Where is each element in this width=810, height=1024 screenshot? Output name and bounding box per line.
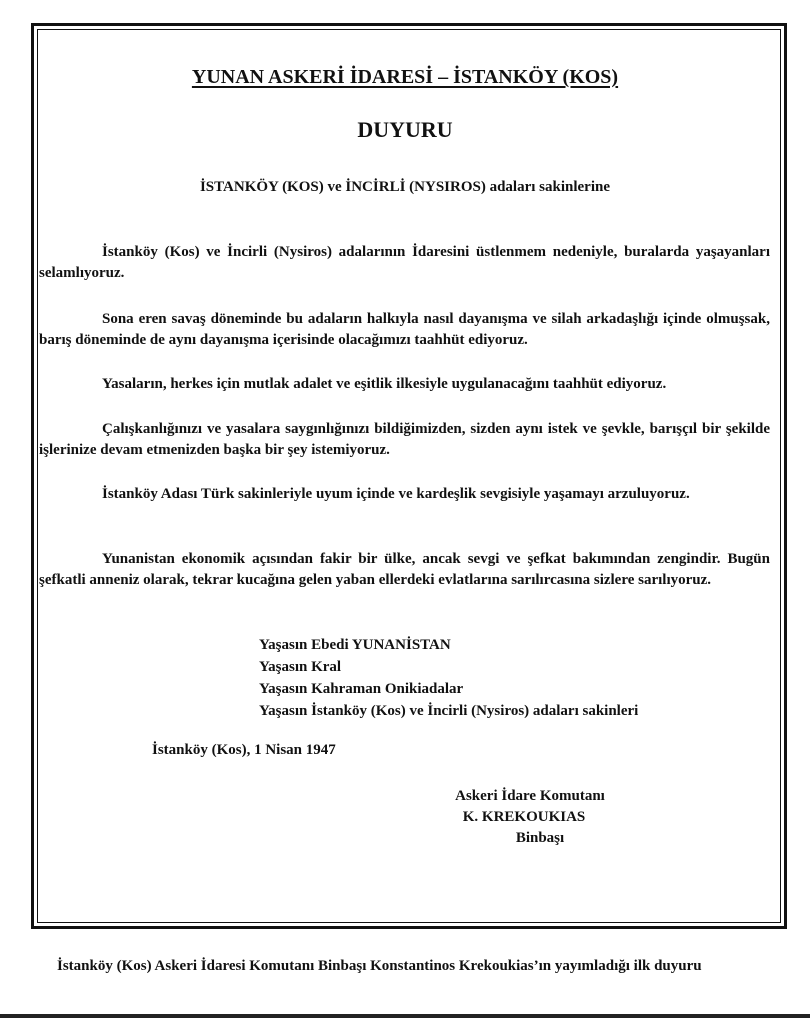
signatory-rank: Binbaşı (515, 830, 565, 846)
slogan-line: Yaşasın Ebedi YUNANİSTAN (259, 637, 451, 653)
paragraph-solidarity: Sona eren savaş döneminde bu adaların halkıyla nasıl dayanışma ve silah arkadaşlığı içinde olmuşsak, barış döneminde de aynı dayanışma içerisinde olacağımızı taahhüt ediyoruz. (39, 311, 770, 348)
addressee-line: İSTANKÖY (KOS) ve İNCİRLİ (NYSIROS) adaları sakinlerine (199, 179, 611, 195)
slogan-list (259, 634, 638, 722)
paragraph-greeting: İstanköy (Kos) ve İncirli (Nysiros) adalarının İdaresini üstlenmem nedeniyle, buralarda yaşayanları selamlıyoruz. (39, 244, 770, 281)
paragraph-justice: Yasaların, herkes için mutlak adalet ve eşitlik ilkesiyle uygulanacağını taahhüt ediyoruz. (102, 376, 667, 392)
signatory-name: K. KREKOUKIAS (462, 809, 586, 825)
signatory-role: Askeri İdare Komutanı (455, 788, 605, 804)
paragraph-harmony: İstanköy Adası Türk sakinleriyle uyum içinde ve kardeşlik sevgisiyle yaşamayı arzuluyoruz. (102, 486, 690, 502)
document-title: YUNAN ASKERİ İDARESİ – İSTANKÖY (KOS) (191, 66, 619, 88)
paragraph-diligence: Çalışkanlığınızı ve yasalara saygınlığınızı bildiğimizden, sizden aynı istek ve şevkle, barışçıl bir şekilde işlerinize devam etmenizden başka bir şey istemiyoruz. (39, 421, 770, 458)
figure-caption: İstanköy (Kos) Askeri İdaresi Komutanı Binbaşı Konstantinos Krekoukias’ın yayımladığı ilk duyuru (57, 958, 702, 974)
slogan-line: Yaşasın Kral (259, 659, 342, 675)
notice-heading: DUYURU (357, 117, 453, 142)
slogan-line: Yaşasın İstanköy (Kos) ve İncirli (Nysiros) adaları sakinleri (259, 703, 639, 719)
paragraph-embrace: Yunanistan ekonomik açısından fakir bir ülke, ancak sevgi ve şefkat bakımından zengindir. Bugün şefkatli anneniz olarak, tekrar kucağına gelen yaban ellerdeki evlatlarına sarılırcasına sizlere sarılıyoruz. (39, 551, 770, 588)
slogan-line: Yaşasın Kahraman Onikiadalar (259, 681, 464, 697)
place-and-date: İstanköy (Kos), 1 Nisan 1947 (152, 742, 336, 758)
signature-block (400, 786, 660, 849)
bottom-divider (0, 1014, 810, 1018)
